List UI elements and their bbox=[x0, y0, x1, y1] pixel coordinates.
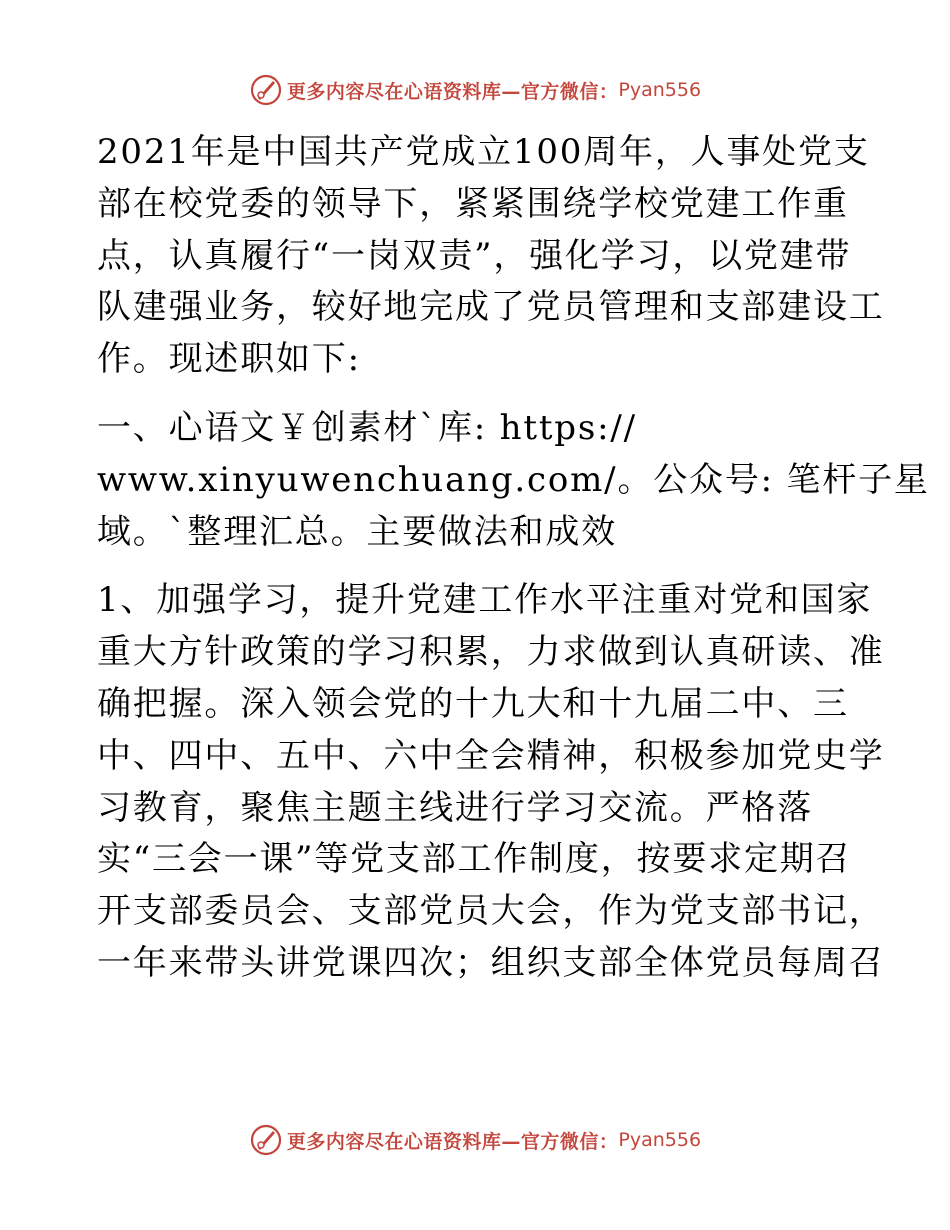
watermark-bottom bbox=[0, 1120, 950, 1160]
text-line: 域。`整理汇总。主要做法和成效 bbox=[97, 511, 617, 552]
text-line: 开支部委员会、支部党员大会，作为党支部书记， bbox=[97, 891, 885, 932]
text-line: 习教育，聚焦主题主线进行学习交流。严格落 bbox=[97, 787, 813, 828]
text-line: www.xinyuwenchuang.com/。公众号: 笔杆子星 bbox=[97, 459, 930, 500]
quill-logo-icon bbox=[249, 73, 283, 107]
text-line: 中、四中、五中、六中全会精神，积极参加党史学 bbox=[97, 735, 885, 776]
text-line: 2021年是中国共产党成立100周年，人事处党支 bbox=[97, 132, 870, 172]
watermark-wechat: Pyan556 bbox=[618, 1129, 702, 1151]
text-line: 1、加强学习，提升党建工作水平注重对党和国家 bbox=[97, 580, 873, 621]
text-line: 一年来带头讲党课四次；组织支部全体党员每周召 bbox=[97, 942, 885, 983]
quill-logo-icon bbox=[249, 1123, 283, 1157]
text-line: 一、心语文￥创素材`库: https:// bbox=[97, 407, 637, 448]
text-line: 点，认真履行“一岗双责”，强化学习，以党建带 bbox=[97, 235, 852, 276]
text-line: 作。现述职如下: bbox=[97, 339, 361, 380]
paragraph-intro bbox=[97, 127, 885, 386]
watermark-text: 更多内容尽在心语资料库—官方微信： bbox=[286, 80, 619, 103]
watermark-wechat: Pyan556 bbox=[618, 79, 702, 101]
watermark-text: 更多内容尽在心语资料库—官方微信： bbox=[286, 1130, 619, 1153]
text-line: 部在校党委的领导下，紧紧围绕学校党建工作重 bbox=[97, 183, 849, 224]
paragraph-study bbox=[97, 575, 885, 989]
document-body bbox=[97, 127, 930, 990]
paragraph-section-heading bbox=[97, 403, 930, 558]
text-line: 确把握。深入领会党的十九大和十九届二中、三 bbox=[97, 683, 849, 724]
text-line: 重大方针政策的学习积累，力求做到认真研读、准 bbox=[97, 632, 885, 673]
watermark-top bbox=[0, 70, 950, 110]
text-line: 队建强业务，较好地完成了党员管理和支部建设工 bbox=[97, 287, 885, 328]
text-line: 实“三会一课”等党支部工作制度，按要求定期召 bbox=[97, 839, 852, 880]
